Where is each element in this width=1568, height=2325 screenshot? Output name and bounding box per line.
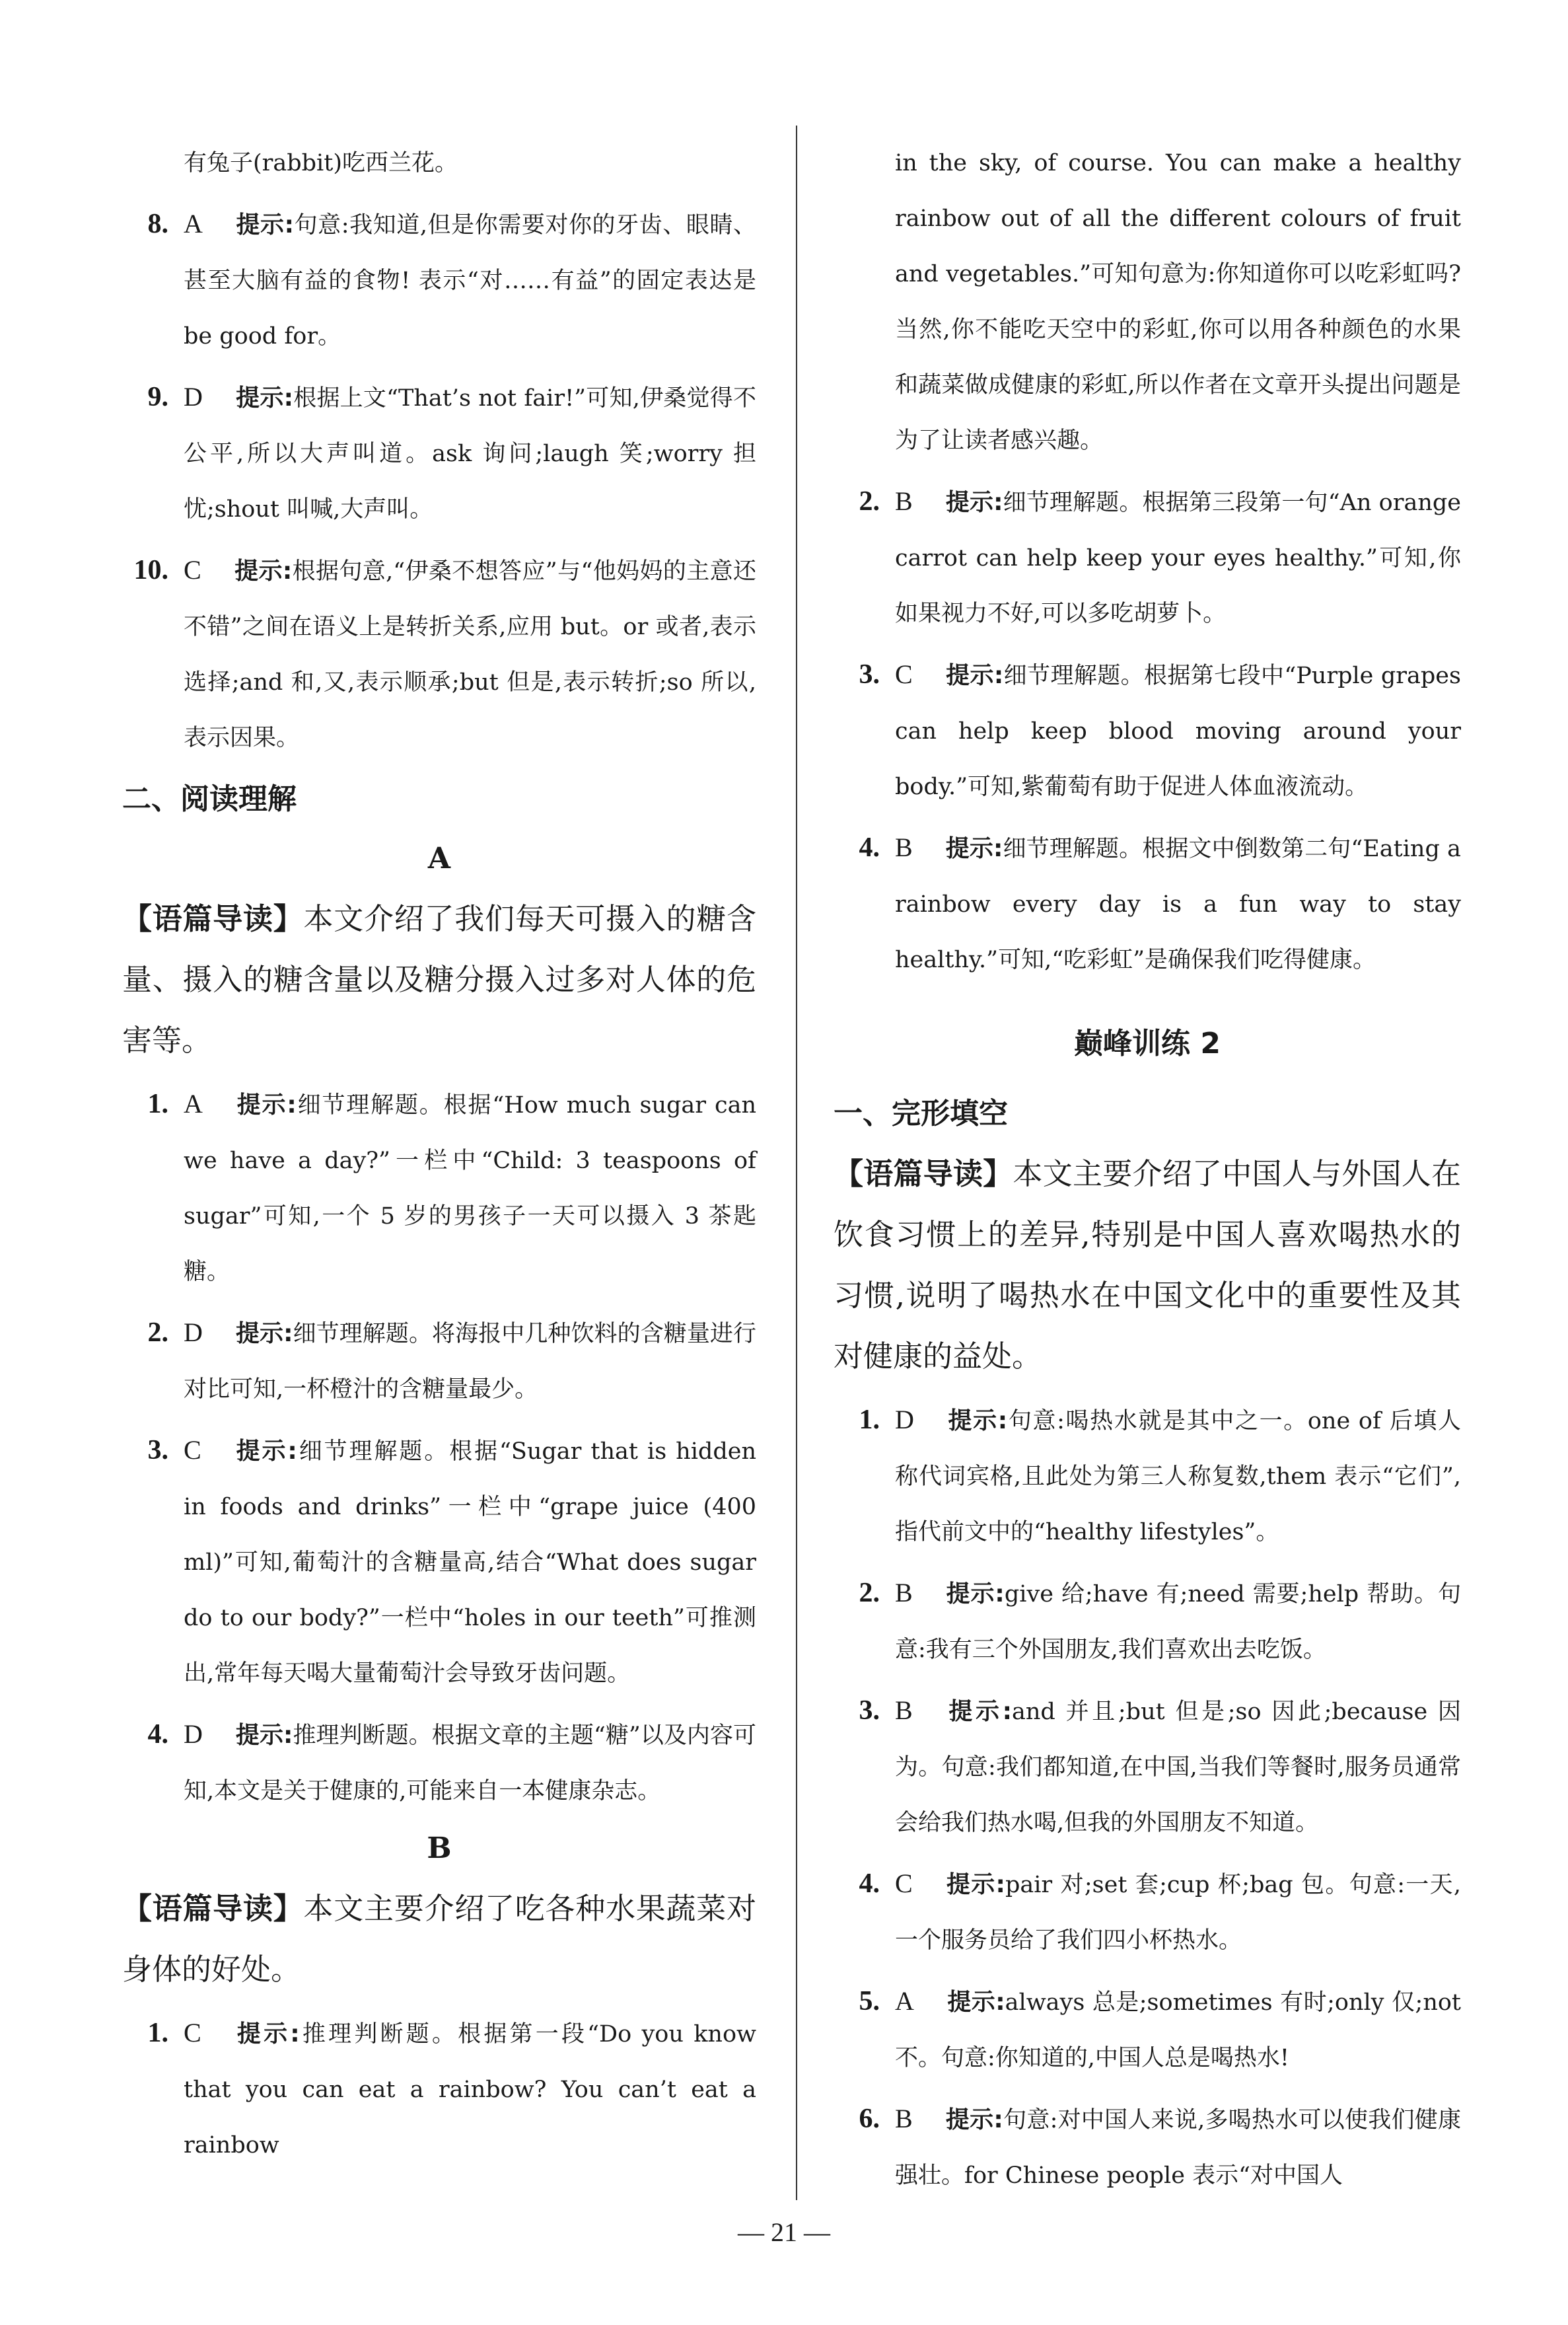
answer-letter: C (184, 555, 201, 585)
passage-guide (122, 889, 756, 1071)
hint-label: 提示: (235, 1722, 293, 1749)
answer-letter: A (184, 1089, 203, 1119)
left-column (122, 135, 756, 2173)
question-number: 4. (859, 1868, 880, 1899)
answer-letter: A (895, 1986, 914, 2016)
hint-label: 提示: (945, 662, 1004, 689)
answer-item (122, 1707, 756, 1819)
section-heading: 二、阅读理解 (122, 782, 297, 816)
passage-guide (122, 1878, 756, 2000)
hint-text: 细节理解题。根据“How much sugar can we have a day?”一栏中“Child: 3 teaspoons of sugar”可知,一个 5 岁的男孩子一天可以摄入 3 茶匙糖。 (184, 1092, 756, 1285)
hint-text: 句意:喝热水就是其中之一。one of 后填人称代词宾格,且此处为第三人称复数,them 表示“它们”,指代前文中的“healthy lifestyles”。 (895, 1408, 1461, 1545)
answer-letter: D (895, 1405, 914, 1434)
answer-item (834, 1683, 1461, 1851)
hint-label: 提示: (946, 1989, 1005, 2016)
hint-text: 细节理解题。根据第三段第一句“An orange carrot can help keep your eyes healthy.”可知,你如果视力不好,可以多吃胡萝卜。 (895, 490, 1461, 627)
hint-label: 提示: (235, 1091, 297, 1119)
answer-item (122, 1422, 756, 1701)
question-number: 1. (859, 1405, 880, 1435)
question-number: 4. (859, 832, 880, 863)
guide-label: 【语篇导读】 (122, 1891, 304, 1926)
passage-label: A (427, 842, 451, 875)
hint-label: 提示: (235, 1320, 293, 1347)
answer-letter: C (895, 1868, 913, 1898)
question-number: 9. (147, 382, 168, 412)
question-number: 3. (859, 1695, 880, 1726)
right-column (834, 135, 1461, 2203)
hint-label: 提示: (235, 211, 295, 239)
hint-label: 提示: (945, 1580, 1005, 1607)
answer-item (834, 474, 1461, 642)
hint-text: 推理判断题。根据第一段“Do you know that you can eat a rainbow? You can’t eat a rainbow (184, 2021, 756, 2159)
hint-text: give 给;have 有;need 需要;help 帮助。句意:我有三个外国朋友,我们喜欢出去吃饭。 (895, 1581, 1461, 1663)
answer-item (834, 647, 1461, 815)
answer-letter: B (895, 832, 913, 862)
hint-text: always 总是;sometimes 有时;only 仅;not 不。句意:你知道的,中国人总是喝热水! (895, 1989, 1461, 2071)
answer-letter: B (895, 486, 913, 516)
question-number: 5. (859, 1986, 880, 2016)
answer-letter: C (184, 2018, 201, 2048)
section-heading: 一、完形填空 (834, 1097, 1008, 1130)
hint-label: 提示: (234, 1438, 297, 1465)
guide-text: 本文主要介绍了吃各种水果蔬菜对身体的好处。 (122, 1891, 756, 1987)
hint-text: 句意:对中国人来说,多喝热水可以使我们健康强壮。for Chinese people 表示“对中国人 (895, 2107, 1461, 2189)
hint-label: 提示: (945, 1698, 1013, 1725)
hint-label: 提示: (945, 1871, 1005, 1898)
question-number: 1. (147, 2018, 168, 2048)
answer-item (834, 1974, 1461, 2086)
question-number: 2. (859, 486, 880, 517)
passage-label: B (427, 1831, 452, 1865)
question-number: 2. (859, 1578, 880, 1608)
continued-text: 有兔子(rabbit)吃西兰花。 (184, 150, 458, 176)
question-number: 4. (147, 1719, 168, 1750)
hint-text: 细节理解题。根据“Sugar that is hidden in foods and drinks”一栏中“grape juice (400 ml)”可知,葡萄汁的含糖量高,结合“What does sugar do to our body?”一栏中“holes in our teeth”可推测出,常年每天喝大量葡萄汁会导致牙齿问题。 (184, 1438, 756, 1687)
answer-item (122, 369, 756, 537)
hint-label: 提示: (234, 2020, 300, 2048)
hint-label: 提示: (945, 489, 1003, 516)
question-number: 1. (147, 1089, 168, 1119)
answer-letter: A (184, 209, 203, 239)
answer-letter: D (184, 382, 203, 412)
guide-text: 本文介绍了我们每天可摄入的糖含量、摄入的糖含量以及糖分摄入过多对人体的危害等。 (122, 901, 756, 1058)
answer-item (122, 196, 756, 364)
exercise-title: 巅峰训练 2 (1074, 1027, 1221, 1060)
hint-label: 提示: (945, 835, 1003, 862)
question-number: 3. (147, 1435, 168, 1465)
answer-item (834, 1856, 1461, 1968)
hint-label: 提示: (945, 2106, 1003, 2133)
hint-text: 根据上文“That’s not fair!”可知,伊桑觉得不公平,所以大声叫道。ask 询问;laugh 笑;worry 担忧;shout 叫喊,大声叫。 (184, 385, 756, 523)
answer-item (122, 542, 756, 766)
answer-letter: C (184, 1435, 201, 1465)
page-number: — 21 — (738, 2217, 830, 2247)
answer-letter: C (895, 659, 913, 689)
answer-letter: D (184, 1719, 203, 1749)
hint-label: 提示: (235, 385, 293, 412)
answer-item (122, 2005, 756, 2173)
answer-item (834, 1392, 1461, 1560)
answer-item (122, 1305, 756, 1417)
hint-text: 句意:我知道,但是你需要对你的牙齿、眼睛、甚至大脑有益的食物! 表示“对……有益”的固定表达是 be good for。 (184, 212, 756, 350)
continued-text: in the sky, of course. You can make a healthy rainbow out of all the different colours of fruit and vegetables.”可知句意为:你知道你可以吃彩虹吗?当然,你不能吃天空中的彩虹,你可以用各种颜色的水果和蔬菜做成健康的彩虹,所以作者在文章开头提出问题是为了让读者感兴趣。 (895, 150, 1461, 454)
hint-text: pair 对;set 套;cup 杯;bag 包。句意:一天,一个服务员给了我们四小杯热水。 (895, 1872, 1461, 1954)
answer-letter: B (895, 2104, 913, 2133)
column-divider (796, 126, 797, 2200)
answer-item (834, 820, 1461, 988)
question-number: 10. (133, 555, 168, 585)
hint-label: 提示: (946, 1407, 1008, 1434)
passage-guide (834, 1144, 1461, 1387)
guide-label: 【语篇导读】 (834, 1156, 1013, 1191)
question-number: 6. (859, 2104, 880, 2134)
question-number: 3. (859, 659, 880, 690)
guide-text: 本文主要介绍了中国人与外国人在饮食习惯上的差异,特别是中国人喜欢喝热水的习惯,说明了喝热水在中国文化中的重要性及其对健康的益处。 (834, 1156, 1461, 1374)
hint-text: 细节理解题。根据文中倒数第二句“Eating a rainbow every day is a fun way to stay healthy.”可知,“吃彩虹”是确保我们吃得健康。 (895, 836, 1461, 973)
hint-text: 细节理解题。将海报中几种饮料的含糖量进行对比可知,一杯橙汁的含糖量最少。 (184, 1321, 756, 1403)
answer-letter: B (895, 1695, 913, 1725)
answer-item (122, 1076, 756, 1300)
question-number: 8. (147, 209, 168, 239)
hint-text: 根据句意,“伊桑不想答应”与“他妈妈的主意还不错”之间在语义上是转折关系,应用 but。or 或者,表示选择;and 和,又,表示顺承;but 但是,表示转折;so 所以,表示因果。 (184, 558, 756, 751)
hint-text: and 并且;but 但是;so 因此;because 因为。句意:我们都知道,在中国,当我们等餐时,服务员通常会给我们热水喝,但我的外国朋友不知道。 (895, 1699, 1461, 1836)
hint-text: 推理判断题。根据文章的主题“糖”以及内容可知,本文是关于健康的,可能来自一本健康杂志。 (184, 1722, 756, 1804)
answer-item (834, 2091, 1461, 2203)
hint-label: 提示: (234, 558, 293, 585)
answer-letter: D (184, 1317, 203, 1347)
question-number: 2. (147, 1317, 168, 1348)
answer-item (834, 1565, 1461, 1678)
guide-label: 【语篇导读】 (122, 901, 304, 936)
answer-letter: B (895, 1578, 913, 1607)
hint-text: 细节理解题。根据第七段中“Purple grapes can help keep blood moving around your body.”可知,紫葡萄有助于促进人体血液流动。 (895, 663, 1461, 800)
